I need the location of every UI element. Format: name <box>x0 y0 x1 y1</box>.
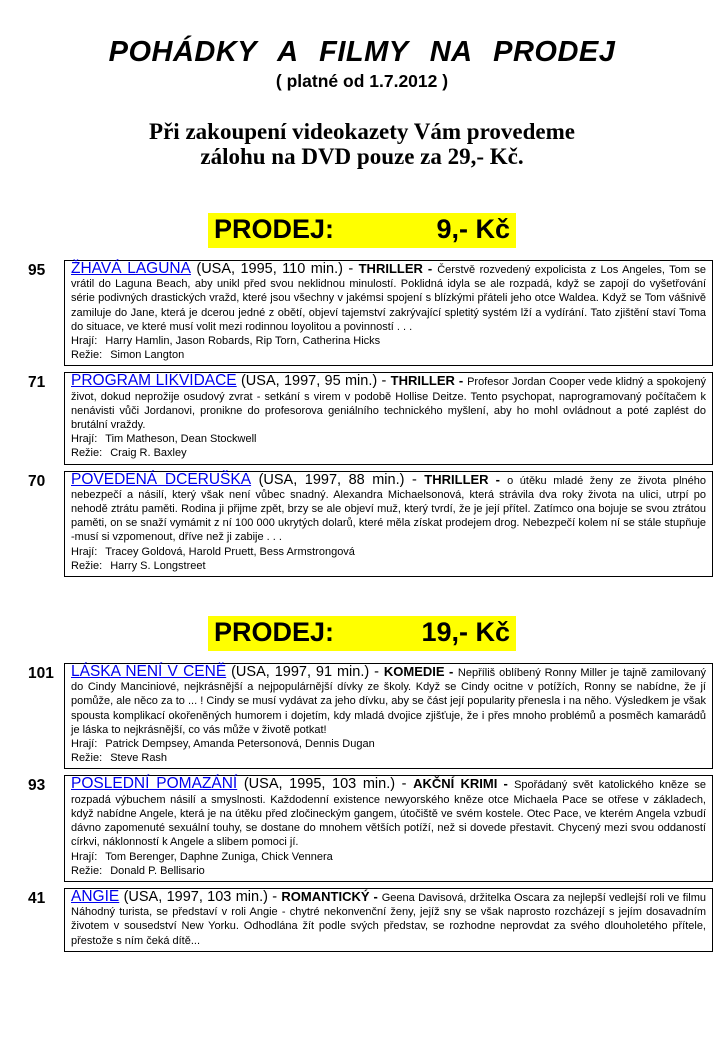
item-box <box>64 372 713 464</box>
item-description: Spořádaný svět katolického kněze se rozpadá výbuchem násilí a smyslnosti. Každodenní existence newyorského kněze otce Michaela Pace se otřese v základech, když nabídne Angele, která je na útěku před zločineckým gangem, útočiště ve svém kostele. Otec Pace, ve kterém Angela vzbudí dávno zapomenuté sexuální touhy, se dostane do mnohem větších potíží, než si dovede přestavit. Chycený mezi svou oddaností církvi, náklonností k Angele a slibem pomoci jí. <box>71 779 707 849</box>
cast-label: Hrají: <box>71 545 98 558</box>
document-page <box>0 36 724 1060</box>
director-label: Režie: <box>71 864 103 877</box>
section-2-items <box>0 663 724 952</box>
director-line <box>71 446 706 460</box>
item-description-paragraph <box>71 665 706 737</box>
cast-line <box>71 737 706 751</box>
item-box <box>64 471 713 577</box>
item-number: 71 <box>28 374 46 392</box>
cast-names: Tom Berenger, Daphne Zuniga, Chick Vennera <box>105 850 333 863</box>
cast-names: Harry Hamlin, Jason Robards, Rip Torn, Catherina Hicks <box>105 335 381 348</box>
item-row <box>0 775 724 881</box>
director-name: Harry S. Longstreet <box>110 559 206 572</box>
price-label: 9,- Kč <box>436 214 510 244</box>
item-number: 95 <box>28 262 46 279</box>
item-title-link[interactable]: LÁSKA NENÍ V CENĚ <box>71 663 227 681</box>
item-row <box>0 888 724 952</box>
prodej-19-heading <box>208 616 516 651</box>
cast-line <box>71 545 706 559</box>
cast-label: Hrají: <box>71 738 98 751</box>
director-label: Režie: <box>71 349 103 362</box>
director-line <box>71 864 706 878</box>
genre-separator: - <box>444 664 458 680</box>
section-1-items <box>0 260 724 577</box>
item-description-paragraph <box>71 470 706 545</box>
price-label: 19,- Kč <box>421 617 510 648</box>
item-description-paragraph <box>71 374 706 432</box>
genre-separator: - <box>488 471 508 487</box>
cast-label: Hrají: <box>71 335 98 348</box>
cast-line <box>71 850 706 864</box>
item-genre: THRILLER <box>390 373 455 389</box>
item-box <box>64 260 713 366</box>
promo-line-2: zálohu na DVD pouze za 29,- Kč. <box>200 144 524 169</box>
item-meta: (USA, 1997, 91 min.) - <box>226 664 384 681</box>
item-description-paragraph <box>71 262 706 334</box>
item-box <box>64 888 713 952</box>
director-label: Režie: <box>71 559 103 572</box>
cast-names: Tim Matheson, Dean Stockwell <box>105 433 257 446</box>
item-meta: (USA, 1997, 103 min.) - <box>119 888 282 905</box>
item-meta: (USA, 1997, 88 min.) - <box>251 471 425 488</box>
item-row <box>0 471 724 577</box>
cast-label: Hrají: <box>71 433 98 446</box>
cast-line <box>71 432 706 446</box>
item-row <box>0 260 724 366</box>
item-genre: THRILLER <box>424 471 489 487</box>
item-genre: THRILLER <box>358 261 423 276</box>
cast-label: Hrají: <box>71 850 98 863</box>
cast-line <box>71 334 706 348</box>
director-name: Steve Rash <box>110 752 168 765</box>
item-title-link[interactable]: ANGIE <box>71 887 120 905</box>
item-title-link[interactable]: POSLEDNÍ POMAZÁNÍ <box>71 775 238 793</box>
genre-separator: - <box>454 373 468 389</box>
item-description: Nepříliš oblíbený Ronny Miller je tajně zamilovaný do Cindy Manciniové, nejkrásnější a nejpopulárnější dívky ze školy. Když se Cindy ocitne v potížích, Ronny se nabídne, že jí pomůže, ale něco za to ... ! Cindy se musí vydávat za jeho dívku, aby se část její popularity přenesla i na něho. Výsledkem je však spousta komplikací okořeněných humorem i dojetím, kdy mladá dvojice zjišťuje, že i přes mnoho problémů a posměch kamarádů je láska to nejkrásnější, co vás může v životě potkat! <box>71 667 706 736</box>
item-genre: AKČNÍ KRIMI <box>413 776 498 792</box>
validity-note: ( platné od 1.7.2012 ) <box>275 71 449 91</box>
item-meta: (USA, 1995, 103 min.) - <box>237 776 414 793</box>
prodej-label: PRODEJ: <box>214 214 335 244</box>
item-genre: KOMEDIE <box>383 664 445 680</box>
item-title-link[interactable]: ŽHAVÁ LAGUNA <box>71 260 191 277</box>
director-label: Režie: <box>71 447 103 460</box>
director-label: Režie: <box>71 752 103 765</box>
cast-names: Patrick Dempsey, Amanda Petersonová, Dennis Dugan <box>105 738 375 751</box>
item-meta: (USA, 1995, 110 min.) - <box>190 261 359 277</box>
prodej-9-heading <box>208 213 516 248</box>
item-description-paragraph <box>71 887 706 948</box>
section-heading-row-1 <box>0 213 724 248</box>
item-meta: (USA, 1997, 95 min.) - <box>236 373 391 390</box>
promo-line-1: Při zakoupení videokazety Vám provedeme <box>149 119 575 144</box>
item-description: Čerstvě rozvedený expolicista z Los Angeles, Tom se vrátil do Laguna Beach, aby unikl před svou neklidnou minulostí. Poklidná idyla se ale rozpadá, když se zapojí do vyšetřování série podivných drastických vražd, které jsou všechny v jakémsi spojení s blízkými přáteli jeho otce Waldea. Když se Tom vášnivě zamiluje do Jane, která je dcerou jedné z obětí, objeví tajemství zakrývající spletitý systém lží a vydírání. Tato zjištění staví Toma do situace, ve které musí volit mezi rodinnou loyolitou a povinností . . . <box>71 264 706 333</box>
page-title: POHÁDKY A FILMY NA PRODEJ <box>108 36 616 68</box>
cast-names: Tracey Goldová, Harold Pruett, Bess Armstrongová <box>105 545 355 558</box>
item-row <box>0 372 724 464</box>
genre-separator: - <box>369 888 382 904</box>
item-description: o útěku mladé ženy ze života plného nebezpečí a násilí, který však není vůbec snadný. Alexandra Michaelsonová, která strávila dva roky života na ulici, utrpí po nehodě ztrátu paměti. Rodina ji přijme zpět, brzy se ale objeví muž, který tvrdí, že je její přítel. Zatímco ona bojuje se svou ztrátou paměti, on se snaží vymámit z ní 100 000 ukrytých dolarů, které měla získat prodejem drog. Nebezpečí kolem ní se stále stupňuje -musí si vzpomenout, dříve než ji zabije . . . <box>71 474 706 544</box>
director-name: Craig R. Baxley <box>110 447 187 460</box>
genre-separator: - <box>422 261 438 276</box>
item-number: 93 <box>28 777 46 795</box>
item-description-paragraph <box>71 777 706 849</box>
item-description: Profesor Jordan Cooper vede klidný a spokojený život, dokud neprožije osudový zvrat - setkání s virem v podobě Hollise Deitze. Tento psychopat, naprogramovaný počítačem k nenávisti vůči Jordanovi, pronikne do profesorova geniálního technického myšlení, aby ho mohl ovládnout a poté zaplést do brutální vraždy. <box>71 376 706 432</box>
promo-text <box>0 119 724 169</box>
item-row <box>0 663 724 769</box>
item-genre: ROMANTICKÝ <box>281 888 370 904</box>
item-number: 70 <box>28 472 46 490</box>
item-number: 41 <box>28 889 46 907</box>
director-name: Donald P. Bellisario <box>110 864 205 877</box>
item-box <box>64 663 713 769</box>
genre-separator: - <box>497 776 515 792</box>
item-title-link[interactable]: PROGRAM LIKVIDACE <box>71 372 237 390</box>
item-box <box>64 775 713 881</box>
item-title-link[interactable]: POVEDENÁ DCERUŠKA <box>71 470 252 488</box>
director-line <box>71 348 706 362</box>
director-line <box>71 559 706 573</box>
section-heading-row-2 <box>0 616 724 651</box>
item-description: Geena Davisová, držitelka Oscara za nejlepší vedlejší roli ve filmu Náhodný turista, se představí v roli Angie - chytré nekonvenční ženy, jejíž sny se však naprosto rozcházejí s jejím dosavadním životem v sousedství New Yorku. Odhodlána žít podle svých představ, se rozhodne neprovdat za svého dlouholetého přítele, přestože s ním čeká dítě... <box>71 891 706 947</box>
director-name: Simon Langton <box>110 349 185 362</box>
prodej-label: PRODEJ: <box>214 617 335 648</box>
director-line <box>71 751 706 765</box>
item-number: 101 <box>28 665 54 683</box>
